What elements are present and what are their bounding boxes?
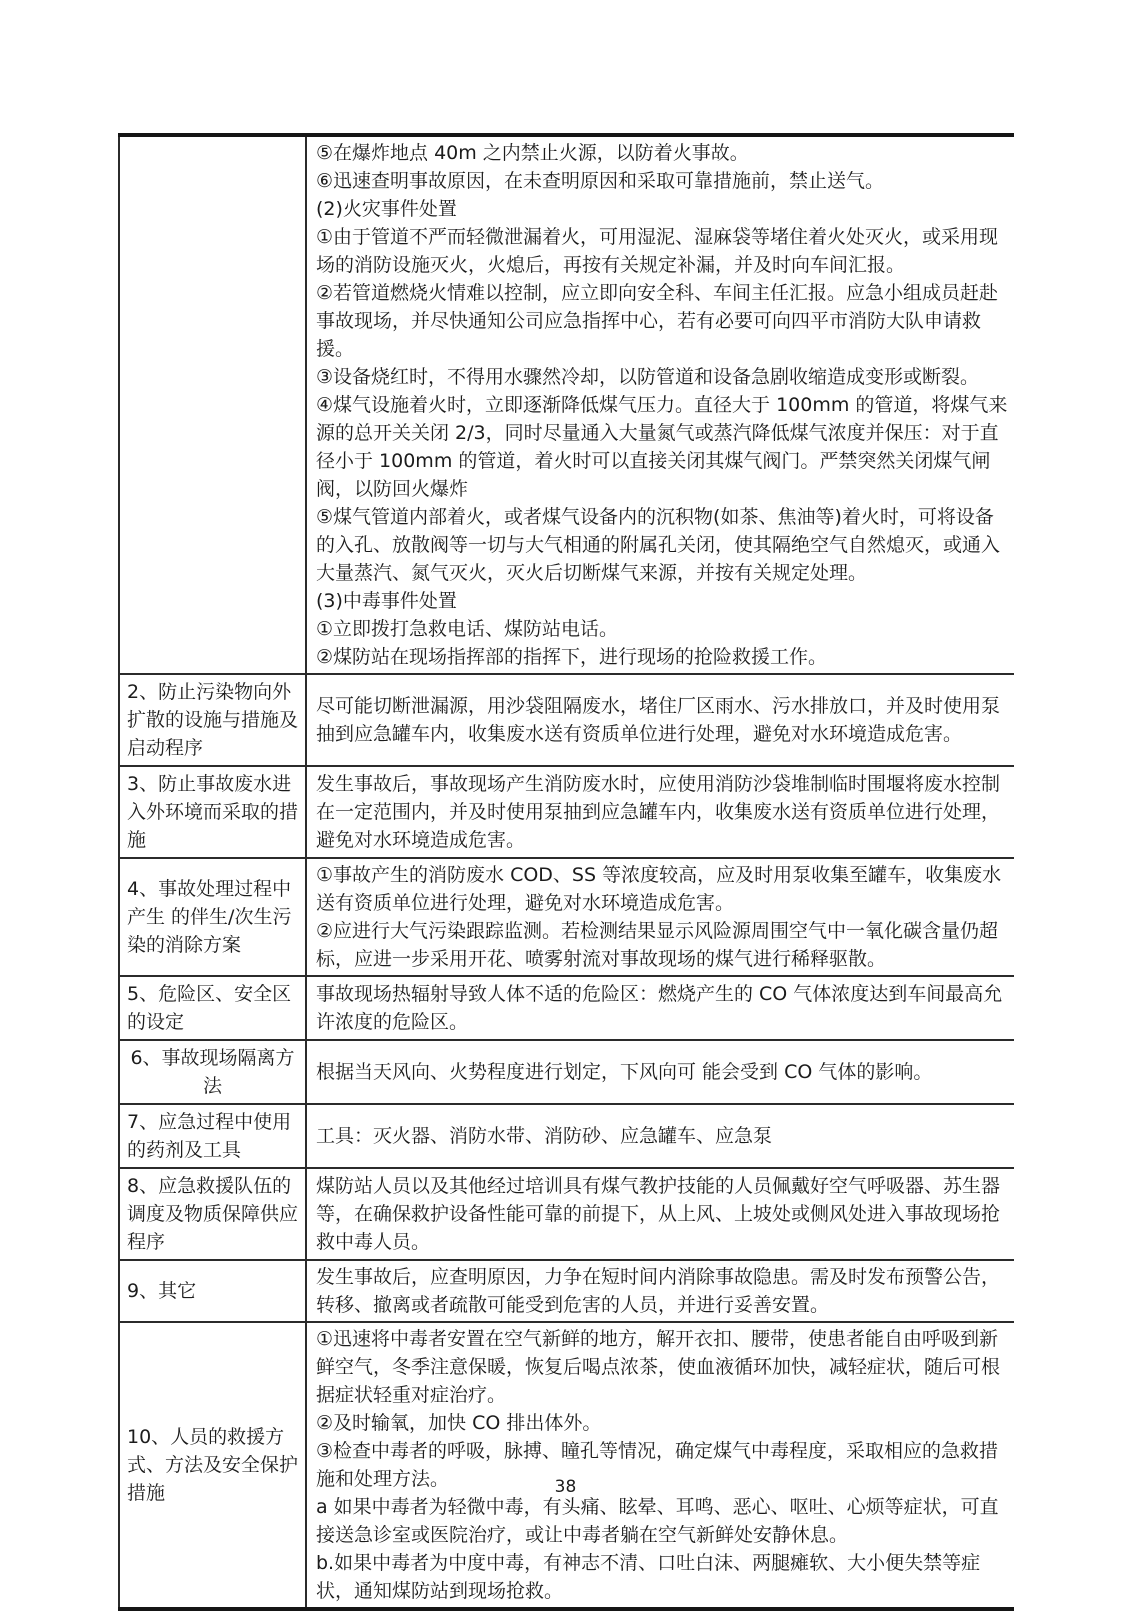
table-row — [119, 1168, 1014, 1260]
content-line: ④煤气设施着火时，立即逐渐降低煤气压力。直径大于 100mm 的管道，将煤气来源的总开关关闭 2/3，同时尽量通入大量氮气或蒸汽降低煤气浓度并保压：对于直径小于 100mm 的管道，着火时可以直接关闭其煤气阀门。严禁突然关闭煤气闸阀，以防回火爆炸 — [316, 394, 1008, 500]
row-label: 9、其它 — [119, 1260, 306, 1322]
content-line: ②煤防站在现场指挥部的指挥下，进行现场的抢险救援工作。 — [316, 646, 828, 668]
table-row — [119, 1260, 1014, 1322]
content-line: ①由于管道不严而轻微泄漏着火，可用湿泥、湿麻袋等堵住着火处灭火，或采用现场的消防设施灭火，火熄后，再按有关规定补漏，并及时向车间汇报。 — [316, 226, 999, 276]
row-label: 7、应急过程中使用的药剂及工具 — [119, 1104, 306, 1168]
content-line: ②及时输氧，加快 CO 排出体外。 — [316, 1412, 602, 1434]
row-content — [306, 976, 1014, 1040]
content-line: ①事故产生的消防废水 COD、SS 等浓度较高，应及时用泵收集至罐车，收集废水送有资质单位进行处理，避免对水环境造成危害。 — [316, 864, 1002, 914]
row-content — [306, 766, 1014, 858]
row-label: 6、事故现场隔离方法 — [119, 1040, 306, 1104]
row-content — [306, 1040, 1014, 1104]
content-line: ②若管道燃烧火情难以控制，应立即向安全科、车间主任汇报。应急小组成员赶赴事故现场，并尽快通知公司应急指挥中心，若有必要可向四平市消防大队申请救援。 — [316, 282, 999, 360]
content-line: (2)火灾事件处置 — [316, 198, 457, 220]
content-line: 尽可能切断泄漏源，用沙袋阻隔废水，堵住厂区雨水、污水排放口，并及时使用泵抽到应急罐车内，收集废水送有资质单位进行处理，避免对水环境造成危害。 — [316, 695, 1001, 745]
row-content — [306, 858, 1014, 976]
row-label: 10、人员的救援方式、方法及安全保护措施 — [119, 1322, 306, 1609]
row-label: 3、防止事故废水进入外环境而采取的措施 — [119, 766, 306, 858]
content-line: ①迅速将中毒者安置在空气新鲜的地方，解开衣扣、腰带，使患者能自由呼吸到新鲜空气，冬季注意保暖，恢复后喝点浓茶，使血液循环加快，减轻症状，随后可根据症状轻重对症治疗。 — [316, 1328, 1001, 1406]
content-line: ⑤在爆炸地点 40m 之内禁止火源，以防着火事故。 — [316, 142, 749, 164]
table-row — [119, 1104, 1014, 1168]
content-line: ⑥迅速查明事故原因，在未查明原因和采取可靠措施前，禁止送气。 — [316, 170, 885, 192]
row-content — [306, 135, 1014, 674]
content-line: ③设备烧红时，不得用水骤然冷却，以防管道和设备急剧收缩造成变形或断裂。 — [316, 366, 980, 388]
content-line: ①立即拨打急救电话、煤防站电话。 — [316, 618, 619, 640]
row-label: 8、应急救援队伍的调度及物质保障供应程序 — [119, 1168, 306, 1260]
table-row — [119, 766, 1014, 858]
table-row — [119, 858, 1014, 976]
content-line: ③检查中毒者的呼吸，脉搏、瞳孔等情况，确定煤气中毒程度，采取相应的急救措施和处理方法。 — [316, 1440, 999, 1490]
content-line: a 如果中毒者为轻微中毒，有头痛、眩晕、耳鸣、恶心、呕吐、心烦等症状，可直接送急诊室或医院治疗，或让中毒者躺在空气新鲜处安静休息。 — [316, 1496, 999, 1546]
content-line: (3)中毒事件处置 — [316, 590, 457, 612]
content-line: b.如果中毒者为中度中毒，有神志不清、口吐白沫、两腿瘫软、大小便失禁等症状，通知煤防站到现场抢救。 — [316, 1552, 981, 1602]
row-content — [306, 1168, 1014, 1260]
table-row — [119, 976, 1014, 1040]
content-line: 煤防站人员以及其他经过培训具有煤气教护技能的人员佩戴好空气呼吸器、苏生器等，在确保救护设备性能可靠的前提下，从上风、上坡处或侧风处进入事故现场抢救中毒人员。 — [316, 1175, 1001, 1253]
row-label: 4、事故处理过程中产生 的伴生/次生污染的消除方案 — [119, 858, 306, 976]
content-line: ⑤煤气管道内部着火，或者煤气设备内的沉积物(如茶、焦油等)着火时，可将设备的入孔、放散阀等一切与大气相通的附属孔关闭，使其隔绝空气自然熄灭，或通入大量蒸汽、氮气灭火，灭火后切断煤气来源，并按有关规定处理。 — [316, 506, 1001, 584]
table-row — [119, 1322, 1014, 1609]
table-row — [119, 135, 1014, 674]
row-content — [306, 1104, 1014, 1168]
row-content — [306, 1260, 1014, 1322]
content-line: 根据当天风向、火势程度进行划定，下风向可 能会受到 CO 气体的影响。 — [316, 1061, 933, 1083]
emergency-response-table — [118, 133, 1014, 1611]
row-label: 5、危险区、安全区的设定 — [119, 976, 306, 1040]
row-label: 2、防止污染物向外扩散的设施与措施及启动程序 — [119, 674, 306, 766]
content-line: 发生事故后，事故现场产生消防废水时，应使用消防沙袋堆制临时围堰将废水控制在一定范围内，并及时使用泵抽到应急罐车内，收集废水送有资质单位进行处理，避免对水环境造成危害。 — [316, 773, 1001, 851]
page-number: 38 — [554, 1477, 577, 1497]
row-label — [119, 135, 306, 674]
row-content — [306, 674, 1014, 766]
table-row — [119, 674, 1014, 766]
content-line: 发生事故后，应查明原因，力争在短时间内消除事故隐患。需及时发布预警公告，转移、撤离或者疏散可能受到危害的人员，并进行妥善安置。 — [316, 1266, 1001, 1316]
response-table-body — [119, 135, 1014, 1609]
content-line: 事故现场热辐射导致人体不适的危险区：燃烧产生的 CO 气体浓度达到车间最高允许浓度的危险区。 — [316, 983, 1003, 1033]
row-content — [306, 1322, 1014, 1609]
content-line: ②应进行大气污染跟踪监测。若检测结果显示风险源周围空气中一氧化碳含量仍超标，应进一步采用开花、喷雾射流对事故现场的煤气进行稀释驱散。 — [316, 920, 999, 970]
content-line: 工具：灭火器、消防水带、消防砂、应急罐车、应急泵 — [316, 1125, 773, 1147]
table-row — [119, 1040, 1014, 1104]
